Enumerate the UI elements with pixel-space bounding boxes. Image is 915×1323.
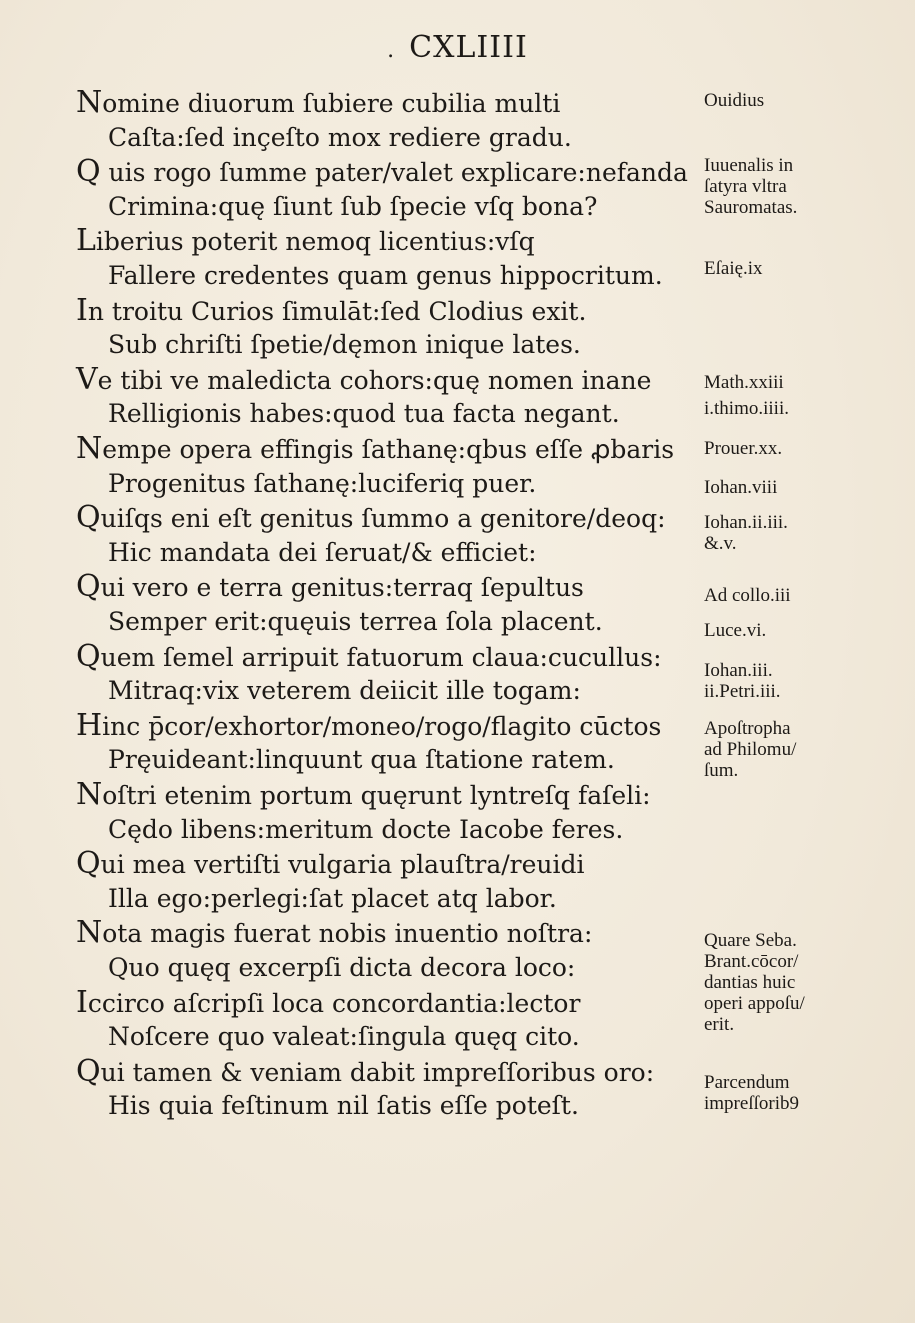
marginal-gloss xyxy=(704,258,904,279)
verse-text: uis rogo ſumme pater/valet explicare:nefanda xyxy=(100,158,688,188)
gloss-line: Brant.cōcor/ xyxy=(704,951,799,972)
verse-text: Illa ego:perlegi:ſat placet atq labor. xyxy=(108,883,557,913)
gloss-line: &.v. xyxy=(704,533,737,554)
marginal-gloss xyxy=(704,155,904,218)
verse-initial: H xyxy=(76,707,103,743)
verse-initial: Q xyxy=(76,846,101,882)
marginal-gloss xyxy=(704,660,904,702)
verse-initial: Q xyxy=(76,569,101,605)
marginal-gloss xyxy=(704,620,904,641)
verse-line xyxy=(76,916,592,951)
verse-line xyxy=(76,224,535,259)
verse-line xyxy=(108,1089,579,1123)
gloss-line: Luce.vi. xyxy=(704,620,767,641)
marginal-gloss xyxy=(704,512,904,554)
verse-line xyxy=(108,605,603,639)
verse-text: Cędo libens:meritum docte Iacobe feres. xyxy=(108,814,624,844)
gloss-line: Parcendum xyxy=(704,1072,790,1093)
verse-text: ota magis fuerat nobis inuentio noſtra: xyxy=(102,919,593,949)
verse-text: inc p̄cor/exhortor/moneo/rogo/flagito cūctos xyxy=(102,711,662,741)
verse-line xyxy=(108,190,597,224)
gloss-line: Iohan.ii.iii. xyxy=(704,512,788,533)
gloss-line: erit. xyxy=(704,1014,735,1035)
marginal-gloss xyxy=(704,477,904,498)
verse-text: ui tamen & veniam dabit impreſſoribus oro: xyxy=(100,1057,655,1087)
verse-text: Noſcere quo valeat:ſingula quęq cito. xyxy=(108,1022,580,1052)
verse-text: Pręuideant:linquunt qua ſtatione ratem. xyxy=(108,745,615,775)
verse-text: n troitu Curios ſimulāt:ſed Clodius exit. xyxy=(87,296,587,326)
gloss-line: dantias huic xyxy=(704,972,796,993)
verse-line xyxy=(108,1020,580,1054)
verse-initial: L xyxy=(76,223,96,259)
verse-text: Relligionis habes:quod tua facta negant. xyxy=(108,399,620,429)
verse-line xyxy=(108,674,581,708)
verse-text: Mitraq:vix veterem deiicit ille togam: xyxy=(108,676,581,706)
verse-initial: N xyxy=(76,85,103,120)
gloss-line: ſum. xyxy=(704,760,739,781)
verse-initial: Q xyxy=(76,500,101,536)
verse-initial: Q xyxy=(76,154,101,190)
verse-text: Quo quęq excerpſi dicta decora loco: xyxy=(108,953,576,982)
verse-line xyxy=(108,536,537,570)
verse-line xyxy=(108,882,557,916)
verse-initial: I xyxy=(76,984,88,1020)
verse-line xyxy=(76,432,674,467)
verse-line xyxy=(108,467,536,501)
verse-text: omine diuorum ſubiere cubilia multi xyxy=(102,89,561,118)
verse-line xyxy=(108,813,623,847)
verse-text: Caſta:ſed inçeſto mox rediere gradu. xyxy=(108,122,572,152)
verse-text: ui mea vertiſti vulgaria plauſtra/reuidi xyxy=(100,850,585,880)
verse-line xyxy=(76,986,580,1021)
gloss-line: Iohan.viii xyxy=(704,477,778,498)
gloss-line: ſatyra vltra xyxy=(704,176,787,197)
verse-line xyxy=(76,86,560,121)
gloss-line: Eſaię.ix xyxy=(704,258,763,279)
verse-text: Fallere credentes quam genus hippocritum. xyxy=(108,261,663,290)
gloss-line: ii.Petri.iii. xyxy=(704,681,781,702)
folio-number xyxy=(0,30,915,65)
verse-text: uem ſemel arripuit fatuorum claua:cucullus: xyxy=(100,642,662,672)
verse-text: iberius poterit nemoq licentius:vſq xyxy=(95,227,535,257)
verse-text: Hic mandata dei ſeruat/& efficiet: xyxy=(108,537,537,567)
verse-line xyxy=(76,709,661,744)
verse-line xyxy=(108,951,575,985)
verse-line xyxy=(76,363,651,398)
gloss-line: Prouer.xx. xyxy=(704,438,783,459)
verse-line xyxy=(76,155,688,190)
verse-text: Crimina:quę ſiunt ſub ſpecie vſq bona? xyxy=(108,191,598,221)
verse-text: ccirco aſcripſi loca concordantia:lector xyxy=(87,988,581,1018)
verse-line xyxy=(108,743,615,777)
gloss-line: Iuuenalis in xyxy=(704,155,794,176)
verse-initial: N xyxy=(76,431,103,466)
gloss-line: impreſſorib9 xyxy=(704,1093,799,1114)
marginal-gloss xyxy=(704,1072,904,1114)
verse-initial: Q xyxy=(76,1053,101,1089)
marginal-gloss xyxy=(704,718,904,781)
gloss-line: Ad collo.iii xyxy=(704,585,791,606)
verse-line xyxy=(108,259,663,293)
verse-line xyxy=(76,847,585,882)
verse-initial: I xyxy=(76,292,88,328)
verse-initial: V xyxy=(76,361,98,397)
folio-dot: . xyxy=(387,38,396,63)
gloss-line: Apoſtropha xyxy=(704,718,791,739)
verse-text: His quia feſtinum nil ſatis eſſe poteſt. xyxy=(108,1091,579,1121)
gloss-line: i.thimo.iiii. xyxy=(704,398,789,419)
marginal-gloss xyxy=(704,930,904,1035)
verse-text: Progenitus ſathanę:luciferiq puer. xyxy=(108,468,537,498)
marginal-gloss xyxy=(704,398,904,419)
verse-line xyxy=(108,328,581,362)
verse-text: Sub chriſti ſpetie/dęmon inique lates. xyxy=(108,330,581,360)
gloss-line: Quare Seba. xyxy=(704,930,797,951)
verse-line xyxy=(76,501,666,536)
gloss-line: Math.xxiii xyxy=(704,372,784,393)
verse-text: empe opera effingis ſathanę:qbus eſſe ꝓbaris xyxy=(102,435,675,464)
verse-line xyxy=(76,778,651,813)
gloss-line: operi appoſu/ xyxy=(704,993,805,1014)
marginal-gloss xyxy=(704,90,904,111)
folio-label: CXLIIII xyxy=(409,30,528,65)
gloss-line: ad Philomu/ xyxy=(704,739,797,760)
gloss-line: Sauromatas. xyxy=(704,197,798,218)
verse-line xyxy=(108,397,620,431)
verse-text: uiſqs eni eſt genitus ſummo a genitore/deoq: xyxy=(100,504,666,534)
verse-line xyxy=(76,640,662,675)
marginal-gloss xyxy=(704,438,904,459)
verse-line xyxy=(108,121,572,155)
verse-text: oſtri etenim portum quęrunt lyntreſq faſeli: xyxy=(102,781,651,810)
verse-initial: N xyxy=(76,915,103,951)
verse-initial: Q xyxy=(76,638,101,674)
verse-line xyxy=(76,1055,654,1090)
verse-initial: N xyxy=(76,777,103,812)
gloss-line: Iohan.iii. xyxy=(704,660,773,681)
verse-line xyxy=(76,294,586,329)
marginal-gloss xyxy=(704,585,904,606)
gloss-line: Ouidius xyxy=(704,90,765,111)
verse-text: e tibi ve maledicta cohors:quę nomen inane xyxy=(97,365,652,395)
verse-text: ui vero e terra genitus:terraq ſepultus xyxy=(100,573,584,603)
marginal-gloss xyxy=(704,372,904,393)
verse-text: Semper erit:quęuis terrea ſola placent. xyxy=(108,607,603,636)
verse-line xyxy=(76,570,584,605)
